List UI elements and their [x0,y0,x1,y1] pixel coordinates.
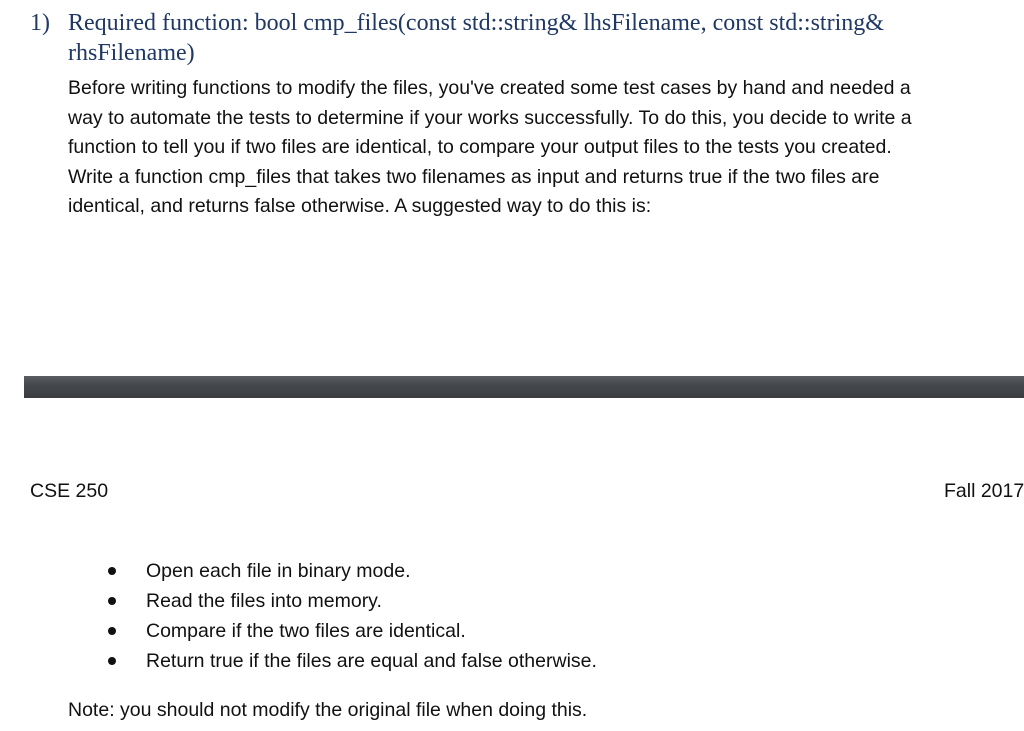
bullet-icon [108,597,116,605]
step-text: Read the files into memory. [146,590,382,612]
bullet-icon [108,657,116,665]
intro-line: identical, and returns false otherwise. A suggested way to do this is: [68,195,652,218]
intro-line: Write a function cmp_files that takes two filenames as input and returns true if the two files are [68,165,880,188]
question-title [68,8,1018,68]
term-label: Fall 2017 [944,480,1024,502]
intro-line: Before writing functions to modify the files, you've created some test cases by hand and needed a [68,77,911,99]
question-number: 1) [30,10,50,36]
bullet-icon [108,627,116,635]
intro-line: way to automate the tests to determine if your works successfully. To do this, you decide to write a [68,106,912,129]
question-title-line: Required function: bool cmp_files(const std::string& lhsFilename, const std::string& [68,10,884,36]
step-text: Open each file in binary mode. [146,560,411,582]
intro-paragraph [68,74,1024,222]
step-text: Return true if the files are equal and false otherwise. [146,650,597,672]
page-break-divider [24,376,1024,398]
intro-line: function to tell you if two files are identical, to compare your output files to the tests you created. [68,136,892,159]
note-text: Note: you should not modify the original file when doing this. [68,699,588,721]
question-title-line: rhsFilename) [68,40,195,66]
course-label: CSE 250 [30,480,109,502]
step-text: Compare if the two files are identical. [146,620,466,642]
bullet-icon [108,567,116,575]
